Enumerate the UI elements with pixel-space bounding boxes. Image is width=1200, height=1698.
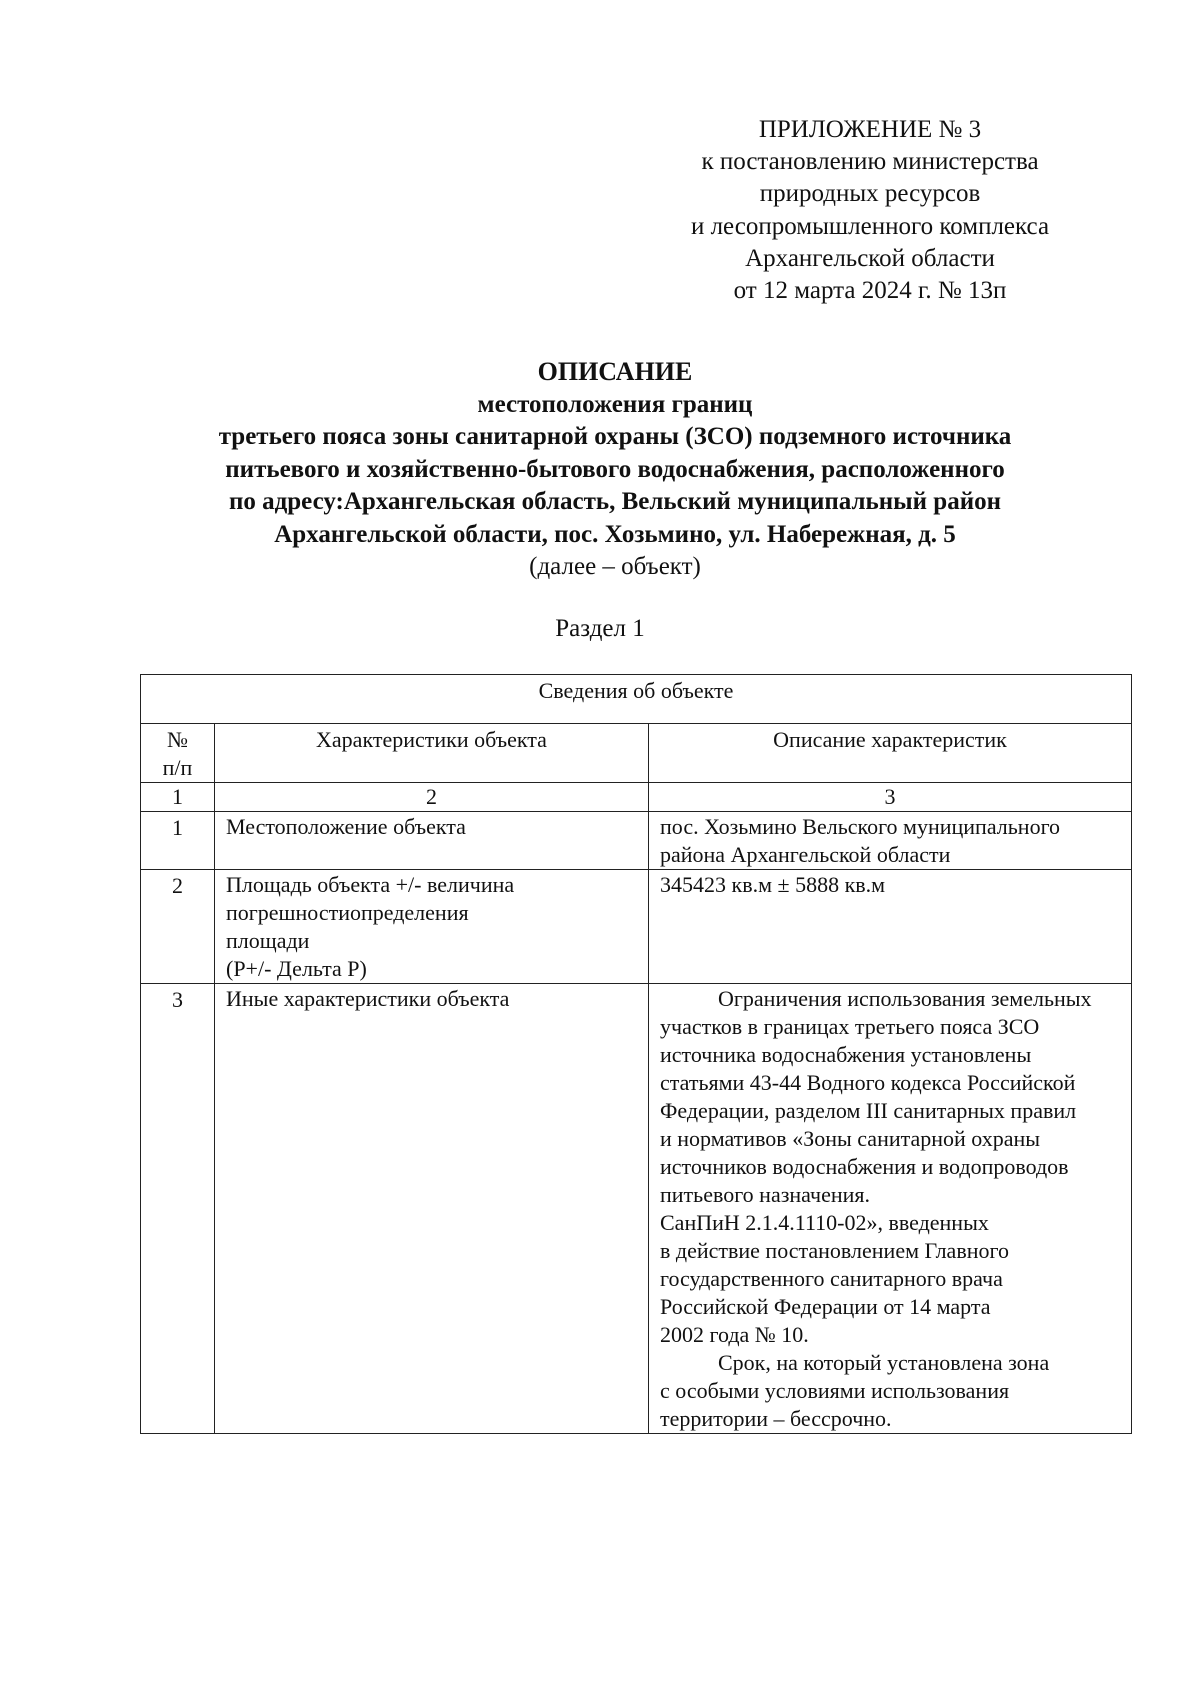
index-cell: 1 — [141, 783, 215, 812]
header-num-line1: № — [167, 727, 188, 752]
row-num: 3 — [141, 984, 215, 1434]
appendix-line: и лесопромышленного комплекса — [690, 212, 1050, 240]
row-num: 2 — [141, 870, 215, 984]
row-desc-line: участков в границах третьего пояса ЗСО — [660, 1014, 1040, 1039]
title-heading: ОПИСАНИЕ — [537, 357, 693, 386]
title-line: по адресу:Архангельская область, Вельский муниципальный район — [228, 488, 1002, 515]
title-line: Архангельской области, пос. Хозьмино, ул. Набережная, д. 5 — [274, 520, 956, 548]
header-characteristics: Характеристики объекта — [215, 724, 649, 783]
row-desc-line: источников водоснабжения и водопроводов — [660, 1154, 1069, 1179]
appendix-line: от 12 марта 2024 г. № 13п — [733, 277, 1007, 305]
table-row — [141, 870, 1132, 984]
row-desc-line: 2002 года № 10. — [660, 1322, 809, 1347]
appendix-line: природных ресурсов — [759, 180, 981, 208]
appendix-line: к постановлению министерства — [701, 148, 1039, 176]
row-desc — [649, 870, 1132, 984]
row-desc-line: статьями 43-44 Водного кодекса Российской — [660, 1070, 1076, 1095]
header-num-line2: п/п — [162, 755, 193, 780]
header-num — [141, 724, 215, 783]
row-desc-line: Федерации, разделом III санитарных правил — [660, 1098, 1077, 1123]
row-name-line: Местоположение объекта — [226, 814, 466, 839]
row-desc-line: государственного санитарного врача — [660, 1266, 1003, 1291]
title-note: (далее – объект) — [529, 553, 701, 580]
index-cell: 2 — [215, 783, 649, 812]
object-info-table — [140, 674, 1132, 1434]
row-desc-line: территории – бессрочно. — [660, 1406, 892, 1431]
row-desc-line: СанПиН 2.1.4.1110-02», введенных — [660, 1210, 989, 1235]
row-desc-line: питьевого назначения. — [660, 1182, 871, 1207]
table-row — [141, 812, 1132, 870]
title-line: местоположения границ — [477, 390, 753, 418]
row-desc-line: с особыми условиями использования — [660, 1378, 1010, 1403]
row-desc-line: в действие постановлением Главного — [660, 1238, 1009, 1263]
row-num: 1 — [141, 812, 215, 870]
row-desc-line: района Архангельской области — [660, 842, 951, 867]
row-desc-line: Ограничения использования земельных — [718, 986, 1092, 1011]
row-name — [215, 984, 649, 1434]
row-name — [215, 870, 649, 984]
table-caption-row — [141, 675, 1132, 724]
row-desc-line: Российской Федерации от 14 марта — [660, 1294, 991, 1319]
title-line: питьевого и хозяйственно-бытового водоснабжения, расположенного — [225, 455, 1005, 483]
table-caption: Сведения об объекте — [141, 675, 1132, 724]
document-title — [60, 356, 1170, 584]
row-desc — [649, 812, 1132, 870]
index-cell: 3 — [649, 783, 1132, 812]
row-desc-line: и нормативов «Зоны санитарной охраны — [660, 1126, 1041, 1151]
appendix-line: ПРИЛОЖЕНИЕ № 3 — [758, 116, 982, 143]
row-desc-line: Срок, на который установлена зона — [718, 1350, 1050, 1375]
row-name-line: погрешностиопределения — [226, 900, 469, 925]
title-line: третьего пояса зоны санитарной охраны (ЗСО) подземного источника — [218, 423, 1012, 450]
table-index-row — [141, 783, 1132, 812]
header-description: Описание характеристик — [649, 724, 1132, 783]
row-name-line: (P+/- Дельта P) — [226, 956, 367, 981]
row-name-line: Иные характеристики объекта — [226, 986, 510, 1011]
row-desc-line: 345423 кв.м ± 5888 кв.м — [660, 872, 886, 897]
section-heading: Раздел 1 — [555, 615, 645, 642]
row-desc — [649, 984, 1132, 1434]
table-row — [141, 984, 1132, 1434]
appendix-line: Архангельской области — [745, 244, 995, 272]
appendix-header — [640, 114, 1100, 307]
row-desc-line: источника водоснабжения установлены — [660, 1042, 1032, 1067]
row-name — [215, 812, 649, 870]
row-name-line: Площадь объекта +/- величина — [226, 872, 515, 897]
row-desc-line: пос. Хозьмино Вельского муниципального — [660, 814, 1061, 839]
row-name-line: площади — [226, 928, 310, 953]
table-header-row — [141, 724, 1132, 783]
